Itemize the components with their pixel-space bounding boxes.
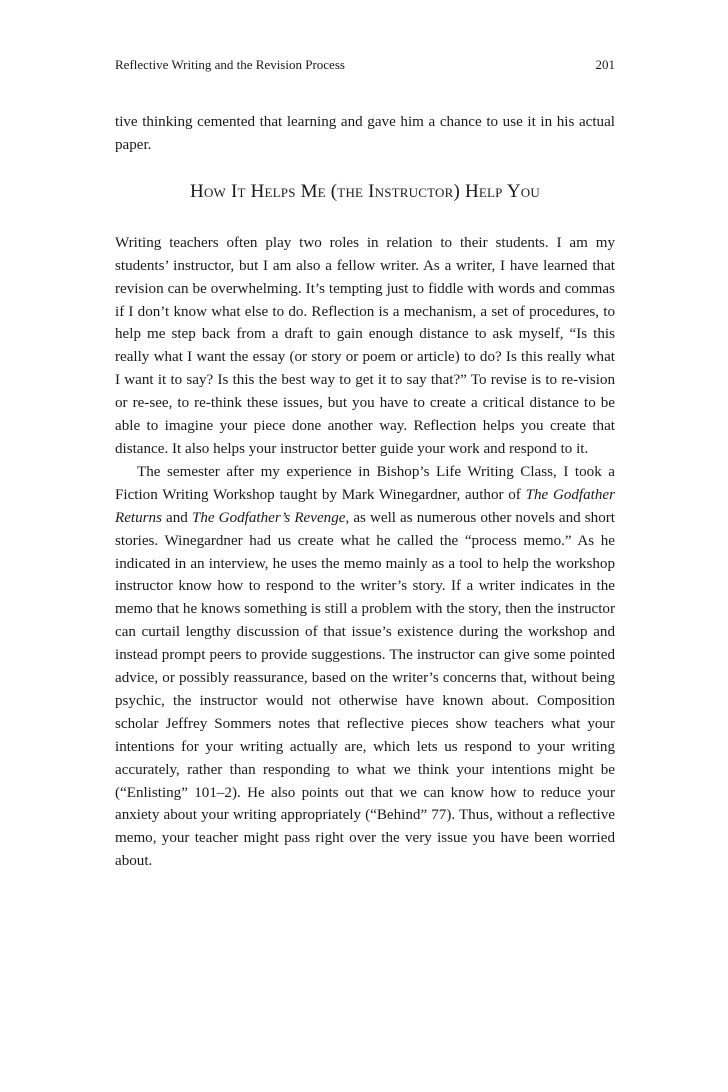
running-header-title: Reflective Writing and the Revision Process bbox=[115, 57, 345, 72]
paragraph-2-part-a: The semester after my experience in Bishop’s Life Writing Class, I took a Fiction Writing Workshop taught by Mark Winegardner, author of bbox=[115, 463, 615, 503]
body-text bbox=[115, 111, 615, 873]
paragraph-2 bbox=[115, 461, 615, 873]
book-title-godfathers-revenge: The Godfather’s Revenge bbox=[191, 509, 346, 526]
paragraph-1: Writing teachers often play two roles in relation to their students. I am my students’ instructor, but I am also a fellow writer. As a writer, I have learned that revision can be overwhelming. It’s tempting just to fiddle with words and commas if I don’t know what else to do. Reflection is a mechanism, a set of procedures, to help me step back from a draft to gain enough distance to ask myself, “Is this really what I want the essay (or story or poem or article) to do? Is this really what I want it to say? Is this the best way to get it to say that?” To revise is to re-vision or re-see, to re-think these issues, but you have to create a critical distance to be able to imagine your piece done another way. Reflection helps you create that distance. It also helps your instructor better guide your work and respond to it. bbox=[115, 234, 615, 457]
carryover-paragraph: tive thinking cemented that learning and gave him a chance to use it in his actual paper. bbox=[115, 114, 615, 153]
section-heading: How It Helps Me (the Instructor) Help You bbox=[190, 180, 540, 202]
paragraph-2-part-b: and bbox=[161, 509, 192, 526]
book-title-godfather-returns: The Godfather Returns bbox=[115, 486, 615, 526]
running-header bbox=[115, 57, 615, 73]
paragraph-2-part-c: , as well as numerous other novels and short stories. Winegardner had us create what he called the “process memo.” As he indicated in an interview, he uses the memo mainly as a tool to help the workshop instructor know how to respond to the writer’s story. If a writer indicates in the memo that he knows something is still a problem with the story, then the instructor can curtail lengthy discussion of that issue’s existence during the workshop and instead prompt peers to provide suggestions. The instructor can give some pointed advice, or possibly reassurance, based on the writer’s concerns that, without being psychic, the instructor would not otherwise have known about. Composition scholar Jeffrey Sommers notes that reflective pieces show teachers what your intentions for your writing actually are, which lets us respond to your writing accurately, rather than responding to what we think your intentions might be (“Enlisting” 101–2). He also points out that we can know how to reduce your anxiety about your writing appropriately (“Behind” 77). Thus, without a reflective memo, your teacher might pass right over the very issue you have been worried about. bbox=[115, 509, 615, 870]
page-number: 201 bbox=[595, 57, 615, 72]
